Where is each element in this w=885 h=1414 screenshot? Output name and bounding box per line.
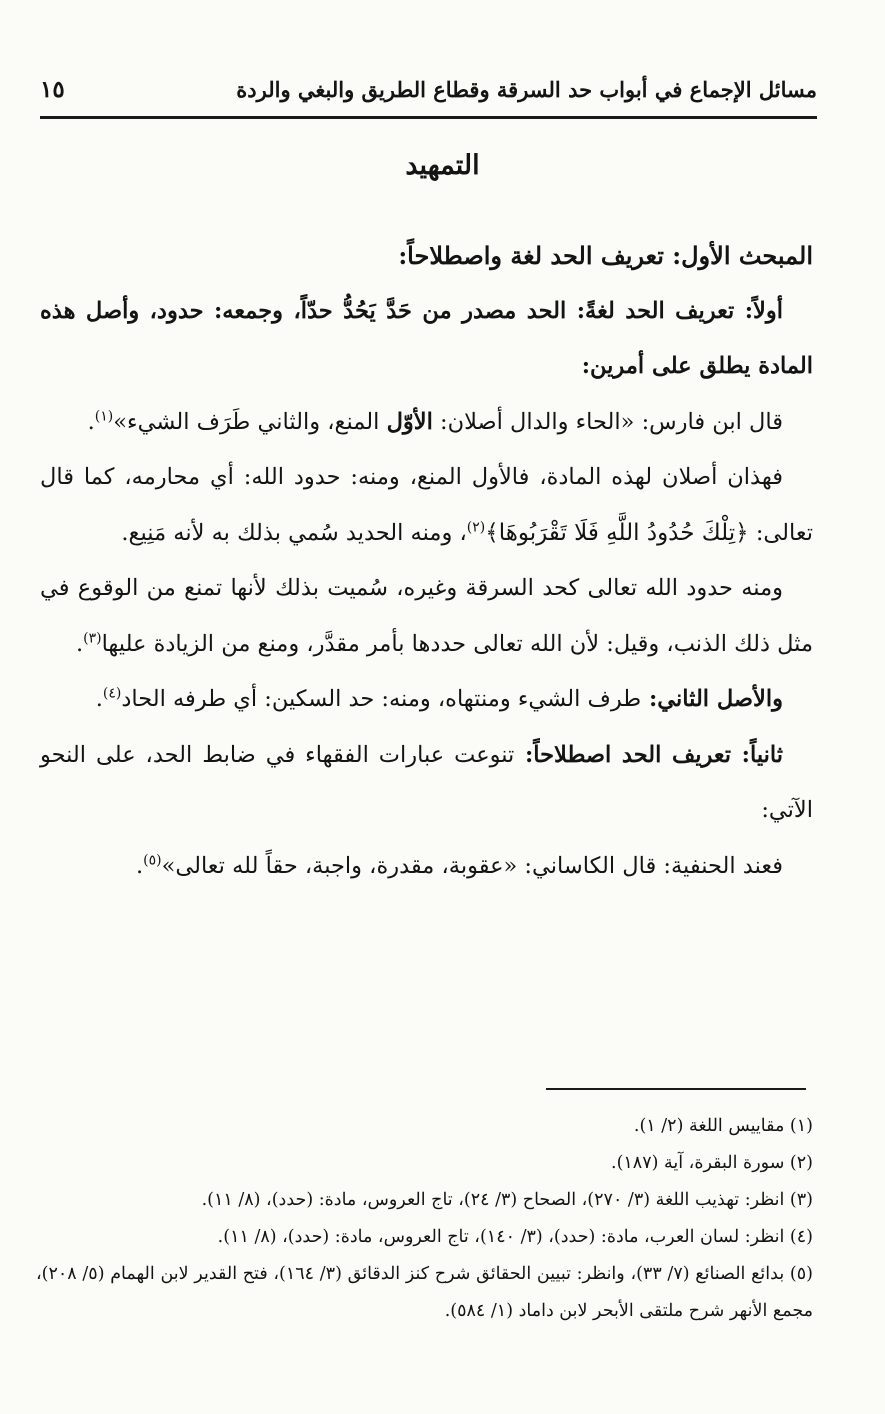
paragraph-text: فعند الحنفية: قال الكاساني: «عقوبة، مقدرة، واجبة، حقاً لله تعالى» xyxy=(161,852,783,879)
running-title: مسائل الإجماع في أبواب حد السرقة وقطاع الطريق والبغي والردة xyxy=(236,76,817,102)
footnote: (١) مقاييس اللغة (٢/ ١). xyxy=(633,1116,813,1136)
footnote: (٣) انظر: تهذيب اللغة (٣/ ٢٧٠)، الصحاح (٣/ ٢٤)، تاج العروس، مادة: (حدد)، (٨/ ١١). xyxy=(201,1190,813,1210)
paragraph-text: قال ابن فارس: «الحاء والدال أصلان: xyxy=(432,408,783,435)
footnote-ref: (٣) xyxy=(83,630,102,646)
footnote-divider xyxy=(546,1088,806,1090)
footnote: (٥) بدائع الصنائع (٧/ ٣٣)، وانظر: تبيين الحقائق شرح كنز الدقائق (٣/ ١٦٤)، فتح القدير لابن الهمام (٥/ ٢٠٨)، مجمع الأنهر شرح ملتقى الأبحر لابن داماد (١/ ٥٨٤). xyxy=(36,1264,813,1321)
page-header xyxy=(40,66,817,119)
paragraph-2: قال ابن فارس: «الحاء والدال أصلان: الأوّل المنع، والثاني طَرَف الشيء»$^{(١)}$. xyxy=(87,408,783,435)
paragraph-lead: والأصل الثاني: xyxy=(641,686,783,712)
footnote-ref: (٢) xyxy=(466,519,486,535)
paragraph-6 xyxy=(40,728,813,839)
footnote-ref: (٤) xyxy=(102,685,122,702)
footnote-ref: (٥) xyxy=(143,852,162,868)
footnote-ref: (١) xyxy=(94,408,114,424)
paragraph-4: ومنه حدود الله تعالى كحد السرقة وغيره، سُميت بذلك لأنها تمنع من الوقوع في مثل ذلك الذنب، وقيل: لأن الله تعالى حددها بأمر مقدَّر، ومنع من الزيادة عليها$^{(٣)}$. xyxy=(40,575,813,657)
paragraph-text: تنوعت عبارات الفقهاء في ضابط الحد، على النحو الآتي: xyxy=(40,741,813,823)
section-heading: المبحث الأول: تعريف الحد لغة واصطلاحاً: xyxy=(398,241,813,270)
paragraph-7: فعند الحنفية: قال الكاساني: «عقوبة، مقدرة، واجبة، حقاً لله تعالى»$^{(٥)}$. xyxy=(135,852,783,879)
main-text xyxy=(40,228,813,894)
footnote: (٢) سورة البقرة، آية (١٨٧). xyxy=(611,1153,813,1173)
quran-verse: ﴿تِلْكَ حُدُودُ اللَّهِ فَلَا تَقْرَبُوهَا﴾ xyxy=(485,519,749,546)
paragraph-3 xyxy=(40,450,813,561)
paragraph-5: والأصل الثاني: طرف الشيء ومنتهاه، ومنه: حد السكين: أي طرفه الحاد$^{(٤)}$. xyxy=(95,685,783,712)
paragraph-lead: ثانياً: تعريف الحد اصطلاحاً: xyxy=(514,741,783,768)
footnotes xyxy=(36,1108,813,1330)
footnote: (٤) انظر: لسان العرب، مادة: (حدد)، (٣/ ١٤٠)، تاج العروس، مادة: (حدد)، (٨/ ١١). xyxy=(217,1227,813,1247)
paragraph-text: فهذان أصلان لهذه المادة، فالأول المنع، ومنه: حدود الله: أي محارمه، كما قال تعالى: xyxy=(40,464,813,546)
paragraph-text: الحد مصدر من حَدَّ يَحُدُّ حدّاً، وجمعه: حدود، وأصل هذه المادة يطلق على أمرين: xyxy=(40,297,813,379)
page-number: ١٥ xyxy=(40,75,65,103)
paragraph-lead: أولاً: تعريف الحد لغةً: xyxy=(566,297,783,324)
paragraph-text: المنع، والثاني طَرَف الشيء» xyxy=(113,408,387,435)
paragraph-text: ، ومنه الحديد سُمي بذلك به لأنه مَنِيع. xyxy=(121,519,467,546)
paragraph-text: طرف الشيء ومنتهاه، ومنه: حد السكين: أي طرفه الحاد xyxy=(121,686,642,712)
emphasis-text: الأوّل xyxy=(386,408,433,435)
paragraph-text: ومنه حدود الله تعالى كحد السرقة وغيره، سُميت بذلك لأنها تمنع من الوقوع في مثل ذلك الذنب، وقيل: لأن الله تعالى حددها بأمر مقدَّر، ومنع من الزيادة عليها xyxy=(40,575,813,657)
paragraph-1 xyxy=(40,284,813,395)
chapter-title: التمهيد xyxy=(405,150,480,181)
